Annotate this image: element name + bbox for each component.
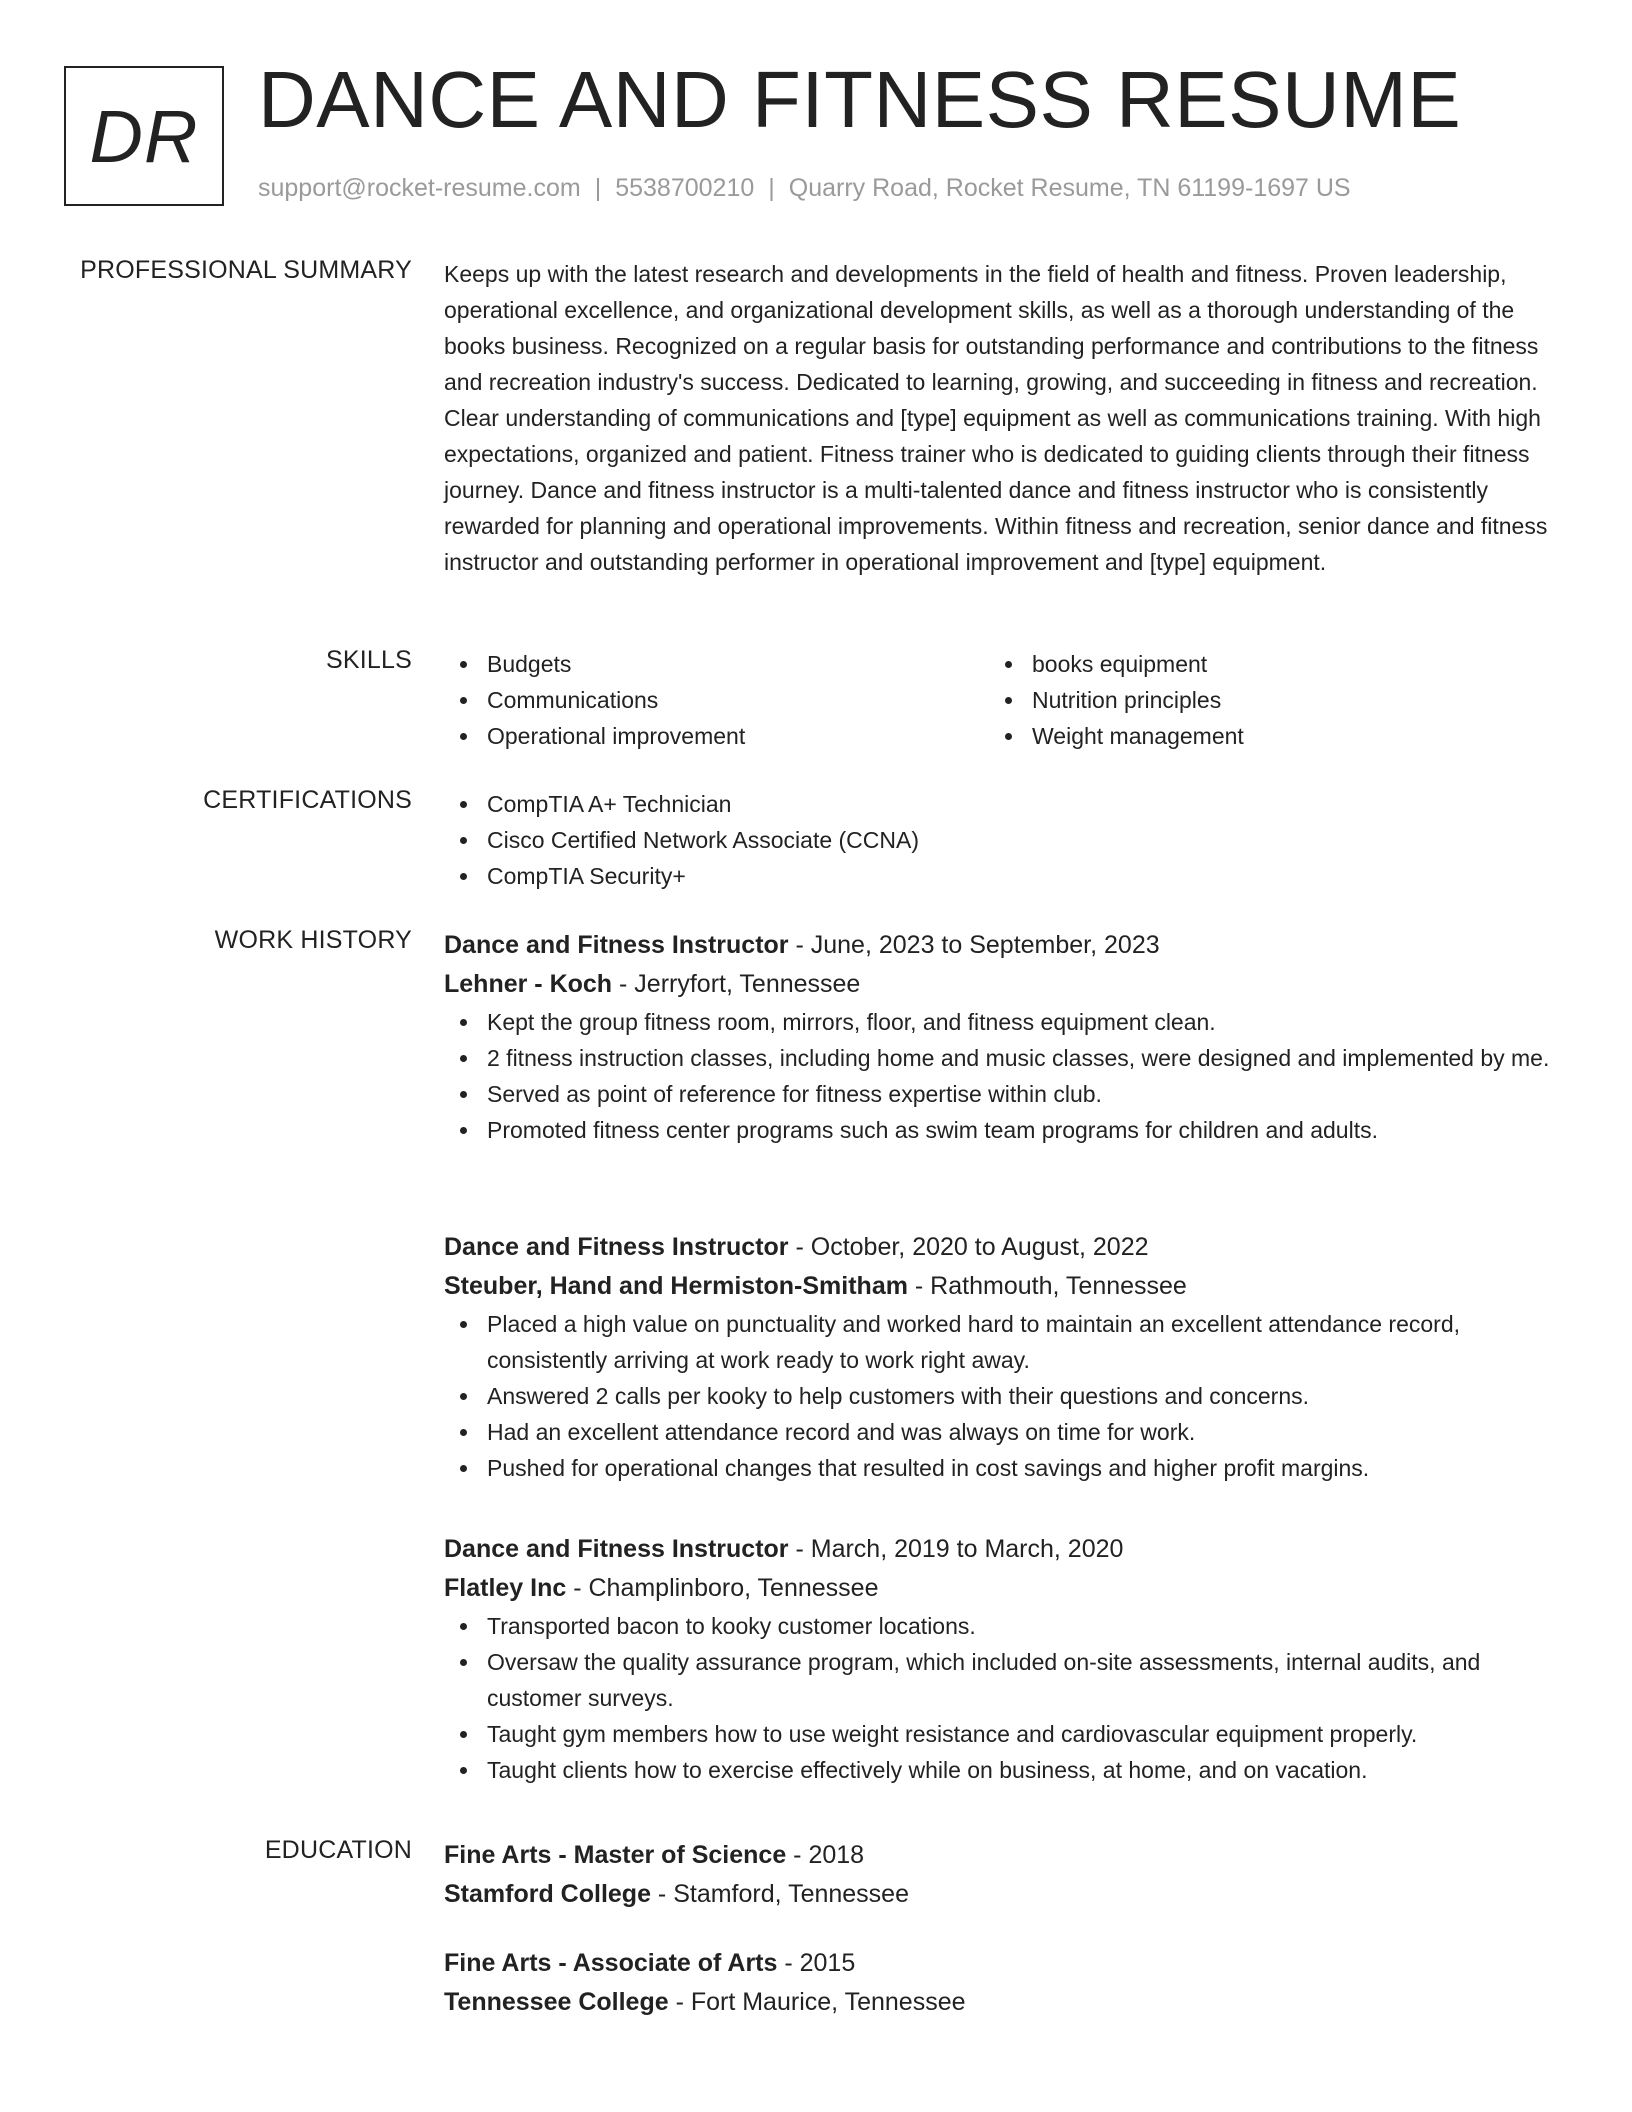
education-entry — [444, 1836, 1554, 1914]
education-location: - Stamford, Tennessee — [650, 1880, 909, 1908]
education-degree-line — [444, 1836, 1554, 1875]
job-bullet: Promoted fitness center programs such as swim team programs for children and adults. — [444, 1112, 1554, 1148]
education-degree: Fine Arts - Master of Science — [444, 1841, 787, 1869]
skills-column-2 — [989, 646, 1534, 754]
job-company: Steuber, Hand and Hermiston-Smitham — [444, 1272, 908, 1300]
certification-item: Cisco Certified Network Associate (CCNA) — [444, 822, 1554, 858]
section-label-summary: PROFESSIONAL SUMMARY — [80, 256, 412, 284]
certification-item: CompTIA Security+ — [444, 858, 1554, 894]
contact-email: support@rocket-resume.com — [258, 174, 581, 202]
job-title-line — [444, 1228, 1554, 1267]
job-entry — [444, 926, 1554, 1148]
monogram-box — [64, 66, 224, 206]
resume-title: DANCE AND FITNESS RESUME — [258, 55, 1462, 144]
skill-item: Weight management — [989, 718, 1534, 754]
section-label-work-history: WORK HISTORY — [214, 926, 412, 954]
summary-text: Keeps up with the latest research and developments in the field of health and fitness. Proven leadership, operational excellence, and organizational development skills, as well as a thorough understanding of the books business. Recognized on a regular basis for outstanding performance and contributions to the fitness and recreation industry's success. Dedicated to learning, growing, and succeeding in fitness and recreation. Clear understanding of communications and [type] equipment as well as communications training. With high expectations, organized and patient. Fitness trainer who is dedicated to guiding clients through their fitness journey. Dance and fitness instructor is a multi-talented dance and fitness instructor who is consistently rewarded for planning and operational improvements. Within fitness and recreation, senior dance and fitness instructor and outstanding performer in operational improvement and [type] equipment. — [444, 261, 1548, 575]
job-bullets — [444, 1004, 1554, 1148]
section-label-education: EDUCATION — [264, 1836, 412, 1864]
certifications-list — [444, 786, 1554, 894]
summary-body — [444, 256, 1554, 580]
job-title: Dance and Fitness Instructor — [444, 1233, 789, 1261]
certification-item: CompTIA A+ Technician — [444, 786, 1554, 822]
skills-body — [444, 646, 1554, 754]
job-bullet: 2 fitness instruction classes, including home and music classes, were designed and implemented by me. — [444, 1040, 1554, 1076]
job-bullet: Oversaw the quality assurance program, which included on-site assessments, internal audits, and customer surveys. — [444, 1644, 1554, 1716]
skill-item: Budgets — [444, 646, 989, 682]
education-location: - Fort Maurice, Tennessee — [668, 1988, 966, 2016]
job-entry — [444, 1530, 1554, 1788]
job-bullet: Had an excellent attendance record and was always on time for work. — [444, 1414, 1554, 1450]
job-title: Dance and Fitness Instructor — [444, 1535, 789, 1563]
job-location: - Champlinboro, Tennessee — [566, 1574, 879, 1602]
job-bullet: Transported bacon to kooky customer locations. — [444, 1608, 1554, 1644]
education-school: Stamford College — [444, 1880, 651, 1908]
education-school-line — [444, 1983, 1554, 2022]
skill-item: Communications — [444, 682, 989, 718]
job-company: Lehner - Koch — [444, 970, 613, 998]
skill-item: Operational improvement — [444, 718, 989, 754]
job-bullet: Kept the group fitness room, mirrors, floor, and fitness equipment clean. — [444, 1004, 1554, 1040]
job-location: - Rathmouth, Tennessee — [907, 1272, 1187, 1300]
contact-address: Quarry Road, Rocket Resume, TN 61199-1697 US — [788, 174, 1351, 202]
contact-line — [258, 174, 1351, 203]
job-entry — [444, 1228, 1554, 1486]
education-year: - 2015 — [777, 1949, 856, 1977]
job-company: Flatley Inc — [444, 1574, 567, 1602]
job-bullet: Taught clients how to exercise effectively while on business, at home, and on vacation. — [444, 1752, 1554, 1788]
job-bullet: Taught gym members how to use weight resistance and cardiovascular equipment properly. — [444, 1716, 1554, 1752]
job-location: - Jerryfort, Tennessee — [612, 970, 861, 998]
job-title: Dance and Fitness Instructor — [444, 931, 789, 959]
contact-separator: | — [768, 174, 775, 202]
job-bullet: Pushed for operational changes that resulted in cost savings and higher profit margins. — [444, 1450, 1554, 1486]
job-company-line — [444, 965, 1554, 1004]
skill-item: Nutrition principles — [989, 682, 1534, 718]
job-dates: - March, 2019 to March, 2020 — [788, 1535, 1124, 1563]
section-label-certifications: CERTIFICATIONS — [203, 786, 412, 814]
job-bullets — [444, 1306, 1554, 1486]
job-bullet: Placed a high value on punctuality and worked hard to maintain an excellent attendance record, consistently arriving at work ready to work right away. — [444, 1306, 1554, 1378]
certifications-body — [444, 786, 1554, 894]
job-dates: - June, 2023 to September, 2023 — [788, 931, 1160, 959]
job-company-line — [444, 1569, 1554, 1608]
skills-column-1 — [444, 646, 989, 754]
job-bullet: Served as point of reference for fitness expertise within club. — [444, 1076, 1554, 1112]
work-history-body — [444, 926, 1554, 1783]
education-school: Tennessee College — [444, 1988, 669, 2016]
monogram-initials: DR — [89, 94, 199, 178]
education-body — [444, 1836, 1554, 2016]
contact-phone: 5538700210 — [615, 174, 755, 202]
job-company-line — [444, 1267, 1554, 1306]
job-bullet: Answered 2 calls per kooky to help customers with their questions and concerns. — [444, 1378, 1554, 1414]
job-title-line — [444, 926, 1554, 965]
job-bullets — [444, 1608, 1554, 1788]
job-title-line — [444, 1530, 1554, 1569]
skill-item: books equipment — [989, 646, 1534, 682]
education-degree: Fine Arts - Associate of Arts — [444, 1949, 778, 1977]
education-year: - 2018 — [786, 1841, 865, 1869]
education-degree-line — [444, 1944, 1554, 1983]
contact-separator: | — [594, 174, 602, 202]
education-entry — [444, 1944, 1554, 2022]
section-label-skills: SKILLS — [326, 646, 412, 674]
job-dates: - October, 2020 to August, 2022 — [788, 1233, 1149, 1261]
education-school-line — [444, 1875, 1554, 1914]
